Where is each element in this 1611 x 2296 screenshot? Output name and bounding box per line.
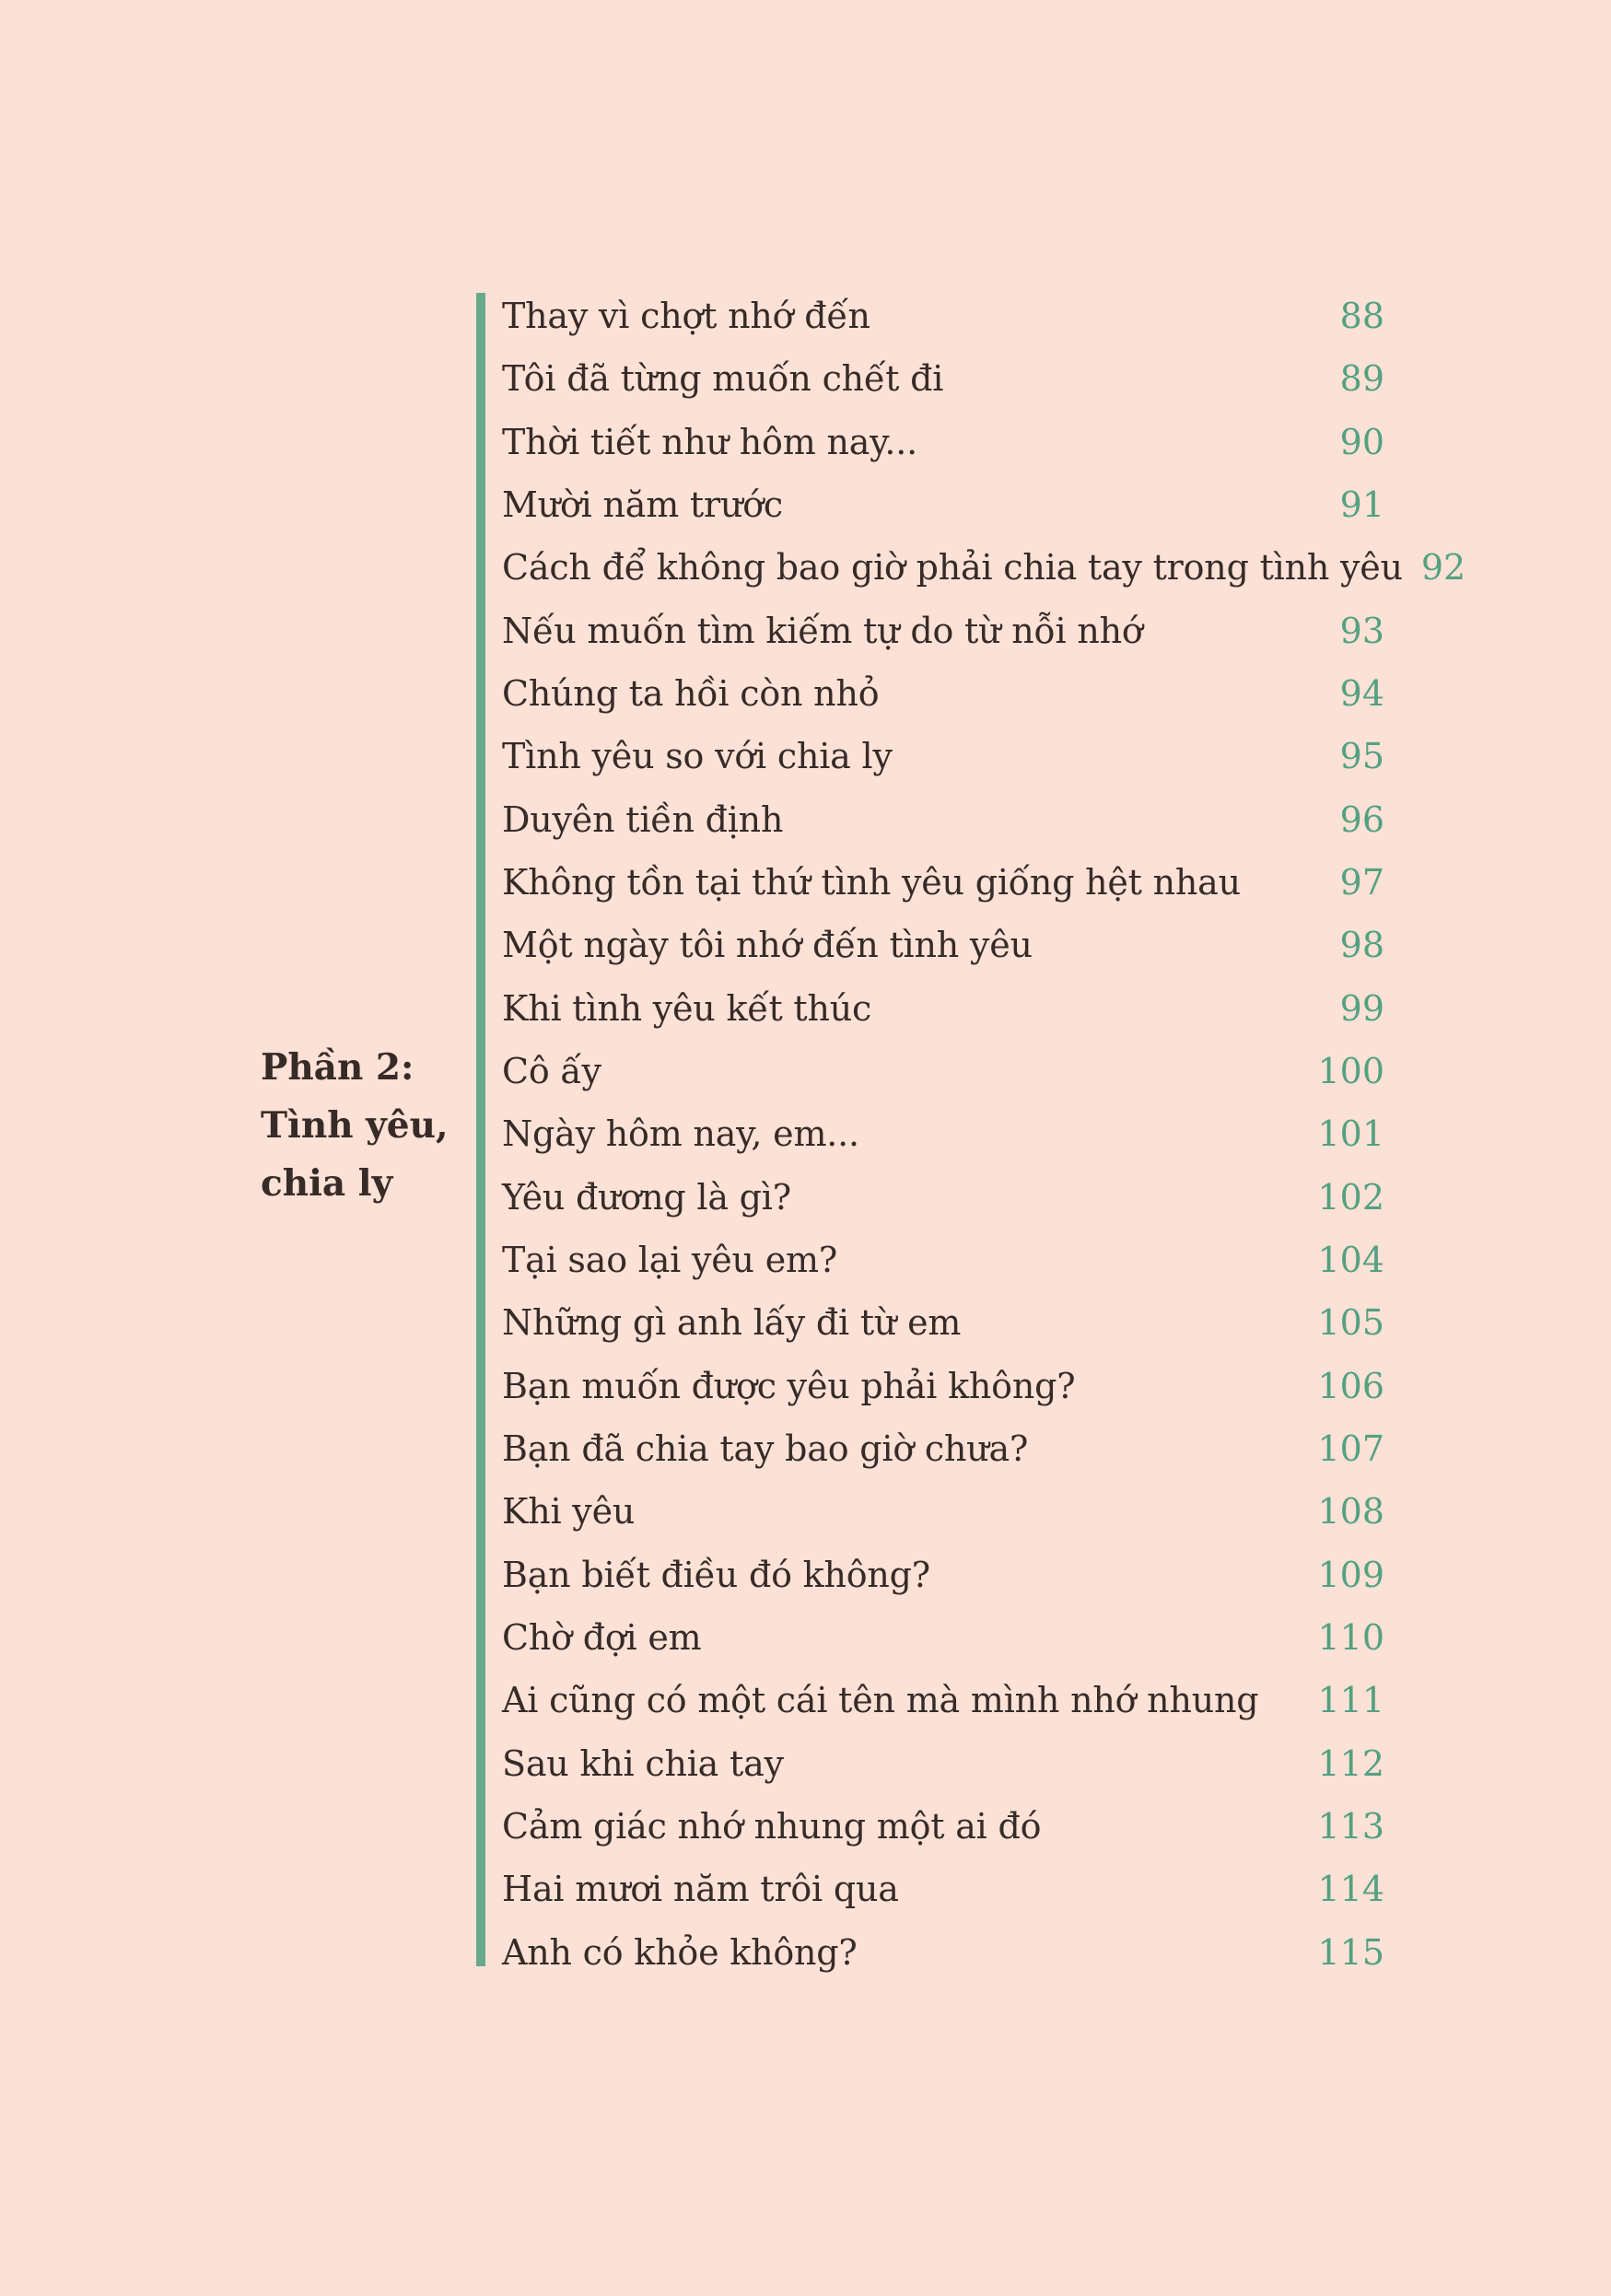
toc-entry-title: Chờ đợi em [502,1617,702,1659]
toc-entry-title: Bạn đã chia tay bao giờ chưa? [502,1428,1029,1470]
toc-entry-page-number: 90 [1339,421,1384,462]
toc-entry-title: Không tồn tại thứ tình yêu giống hệt nhau [502,862,1241,903]
toc-entry [502,1480,1384,1543]
toc-entry-page-number: 113 [1317,1806,1384,1847]
toc-entry-title: Một ngày tôi nhớ đến tình yêu [502,925,1033,966]
toc-entry [502,1417,1384,1480]
toc-entry-title: Sau khi chia tay [502,1742,784,1784]
toc-entry-page-number: 89 [1339,358,1384,400]
toc-entry [502,285,1384,347]
toc-entry-page-number: 106 [1317,1365,1384,1406]
toc-entry-page-number: 104 [1317,1240,1384,1281]
toc-entry [502,1166,1384,1229]
toc-entry-page-number: 93 [1339,610,1384,651]
toc-entry-title: Thời tiết như hôm nay... [502,421,918,462]
toc-entry-page-number: 112 [1317,1742,1384,1784]
toc-entry [502,1102,1384,1165]
vertical-divider-line [476,293,485,1966]
toc-entry-title: Ai cũng có một cái tên mà mình nhớ nhung [502,1680,1259,1721]
toc-entry-title: Ngày hôm nay, em... [502,1113,859,1155]
toc-entry-page-number: 92 [1420,547,1466,589]
toc-entry-title: Anh có khỏe không? [502,1931,858,1973]
section-label-line-3: chia ly [261,1162,393,1205]
toc-entry-title: Mười năm trước [502,484,784,526]
toc-entry-title: Yêu đương là gì? [502,1176,791,1218]
toc-entry-page-number: 91 [1339,484,1384,526]
toc-entry-page-number: 111 [1317,1680,1384,1721]
toc-entry-page-number: 114 [1317,1869,1384,1910]
toc-entry-title: Bạn biết điều đó không? [502,1554,930,1595]
toc-entry [502,977,1384,1040]
toc-entry [502,536,1466,599]
toc-entry-title: Những gì anh lấy đi từ em [502,1302,962,1344]
toc-entry-page-number: 102 [1317,1176,1384,1218]
toc-entry-page-number: 110 [1317,1617,1384,1659]
toc-entry-page-number: 107 [1317,1428,1384,1470]
toc-entry-title: Thay vì chợt nhớ đến [502,296,870,337]
toc-entry [502,1355,1384,1417]
toc-entry-page-number: 88 [1339,296,1384,337]
section-label-line-2: Tình yêu, [261,1104,449,1147]
toc-entry-title: Tình yêu so với chia ly [502,736,893,777]
toc-entry [502,1606,1384,1669]
toc-entry-title: Tôi đã từng muốn chết đi [502,358,944,400]
toc-entry-page-number: 108 [1317,1491,1384,1533]
toc-entry-title: Cách để không bao giờ phải chia tay trong tình yêu [502,547,1403,589]
toc-entry [502,347,1384,410]
toc-entry [502,1732,1384,1795]
toc-entry [502,473,1384,536]
toc-entry-page-number: 101 [1317,1113,1384,1155]
toc-entry [502,1291,1384,1354]
toc-entry-title: Cô ấy [502,1051,601,1092]
toc-entry [502,1229,1384,1291]
toc-list [502,285,1466,1984]
toc-entry-title: Nếu muốn tìm kiếm tự do từ nỗi nhớ [502,610,1143,651]
toc-entry [502,1921,1384,1984]
toc-entry [502,662,1384,725]
toc-entry-title: Khi tình yêu kết thúc [502,987,872,1029]
toc-entry-page-number: 115 [1317,1931,1384,1973]
toc-entry [502,1040,1384,1102]
toc-entry-title: Khi yêu [502,1491,636,1533]
toc-entry [502,1544,1384,1606]
section-label-line-1: Phần 2: [261,1046,414,1089]
toc-entry [502,1795,1384,1858]
toc-entry-page-number: 99 [1339,987,1384,1029]
toc-entry-title: Hai mươi năm trôi qua [502,1869,899,1910]
toc-entry [502,1858,1384,1920]
toc-entry-title: Cảm giác nhớ nhung một ai đó [502,1806,1042,1847]
toc-entry-title: Chúng ta hồi còn nhỏ [502,673,880,715]
toc-entry-page-number: 98 [1339,925,1384,966]
toc-entry [502,788,1384,851]
toc-entry-page-number: 97 [1339,862,1384,903]
toc-entry [502,411,1384,473]
toc-entry-title: Tại sao lại yêu em? [502,1240,837,1281]
toc-entry [502,851,1384,914]
toc-entry-page-number: 95 [1339,736,1384,777]
toc-entry [502,725,1384,787]
toc-entry-page-number: 100 [1317,1051,1384,1092]
toc-entry-page-number: 105 [1317,1302,1384,1344]
toc-entry-title: Duyên tiền định [502,798,784,840]
toc-entry-page-number: 109 [1317,1554,1384,1595]
toc-entry-title: Bạn muốn được yêu phải không? [502,1365,1076,1406]
toc-entry-page-number: 96 [1339,798,1384,840]
toc-entry [502,914,1384,976]
section-label [261,1039,449,1213]
toc-entry-page-number: 94 [1339,673,1384,715]
toc-entry [502,600,1384,662]
toc-entry [502,1669,1384,1731]
